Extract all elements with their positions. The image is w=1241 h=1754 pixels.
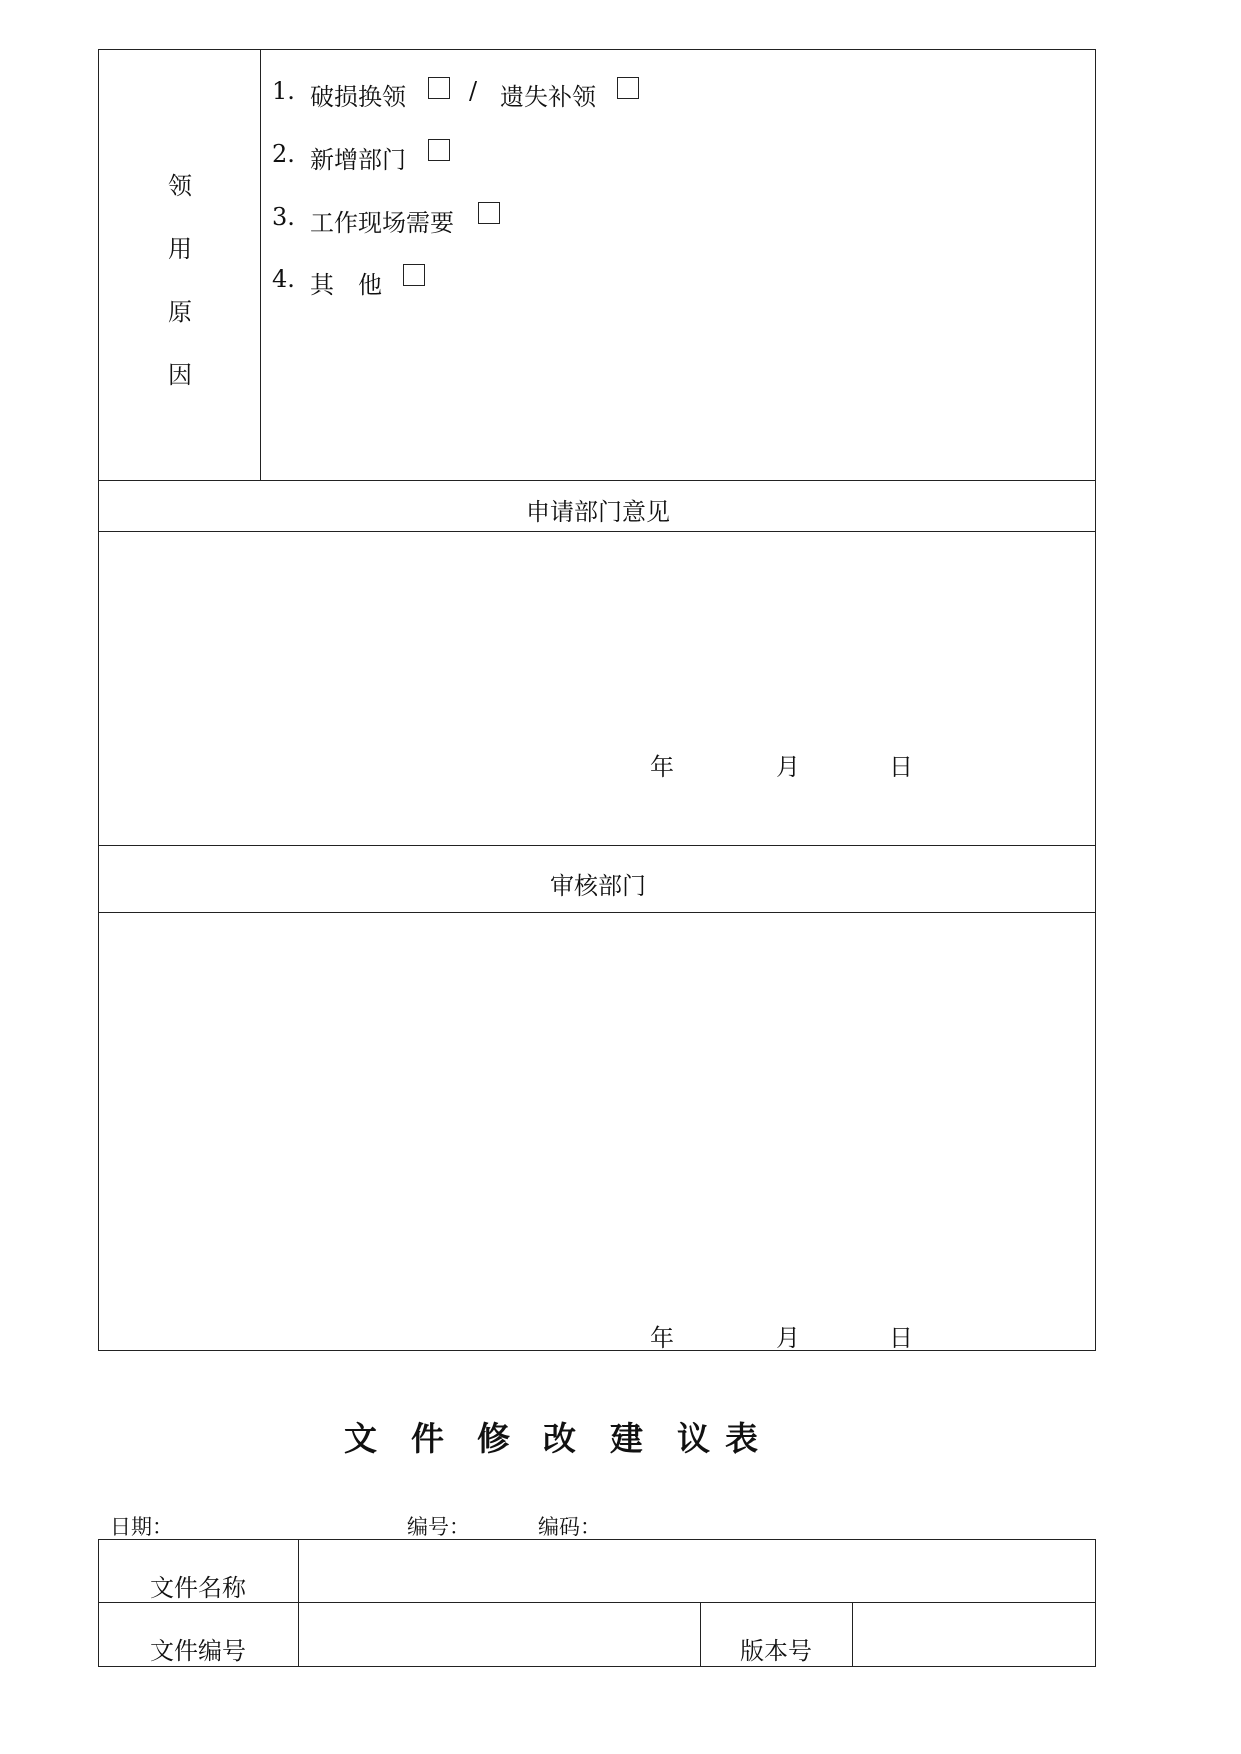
reason-label-char: 领 [168,172,192,200]
version-label: 版本号 [740,1637,812,1665]
reason-label-char: 因 [168,361,192,389]
form-title-char: 改 [543,1419,576,1458]
option-label-worksite-need: 工作现场需要 [310,209,454,237]
date-year-label: 年 [650,1324,674,1352]
checkbox-damaged-replacement[interactable] [428,77,450,99]
option-number: 2. [272,140,295,168]
date-day-label: 日 [889,1324,913,1352]
checkbox-other[interactable] [403,264,425,286]
date-day-label: 日 [889,753,913,781]
option-number: 4. [272,265,295,293]
option-number: 1. [272,77,295,105]
file-name-label: 文件名称 [150,1574,246,1602]
requisition-table [98,49,1096,1351]
row-divider [98,480,1096,481]
checkbox-worksite-need[interactable] [478,202,500,224]
file-number-input[interactable] [300,1604,699,1666]
option-label-new-department: 新增部门 [310,146,406,174]
form-title-char: 议 [677,1419,710,1458]
form-title-char: 建 [610,1419,643,1458]
date-year-label: 年 [650,753,674,781]
row-divider [98,531,1096,532]
checkbox-new-department[interactable] [428,139,450,161]
file-name-input[interactable] [300,1541,1094,1601]
form-title-char: 文 [344,1419,377,1458]
applicant-opinion-header: 申请部门意见 [526,498,670,526]
review-department-header: 审核部门 [550,872,646,900]
file-number-label: 文件编号 [150,1637,246,1665]
reason-label-char: 原 [168,298,192,326]
checkbox-lost-reissue[interactable] [617,77,639,99]
column-divider [852,1602,853,1667]
option-label-lost-reissue: 遗失补领 [500,83,596,111]
version-input[interactable] [854,1604,1094,1666]
date-month-label: 月 [776,1324,800,1352]
column-divider [700,1602,701,1667]
option-separator: / [469,77,478,105]
date-field-label: 日期： [110,1515,173,1539]
row-divider [98,845,1096,846]
number-field-label: 编号： [407,1515,470,1539]
option-number: 3. [272,203,295,231]
reason-label-char: 用 [168,235,192,263]
form-title-char: 表 [725,1419,758,1458]
form-title-char: 修 [477,1419,510,1458]
reason-column-divider [260,49,261,480]
row-divider [98,1602,1096,1603]
form-title-char: 件 [411,1419,444,1458]
date-month-label: 月 [776,753,800,781]
option-label-damaged-replacement: 破损换领 [310,83,406,111]
column-divider [298,1539,299,1667]
option-label-other: 其 他 [310,271,382,299]
row-divider [98,912,1096,913]
code-field-label: 编码： [538,1515,601,1539]
